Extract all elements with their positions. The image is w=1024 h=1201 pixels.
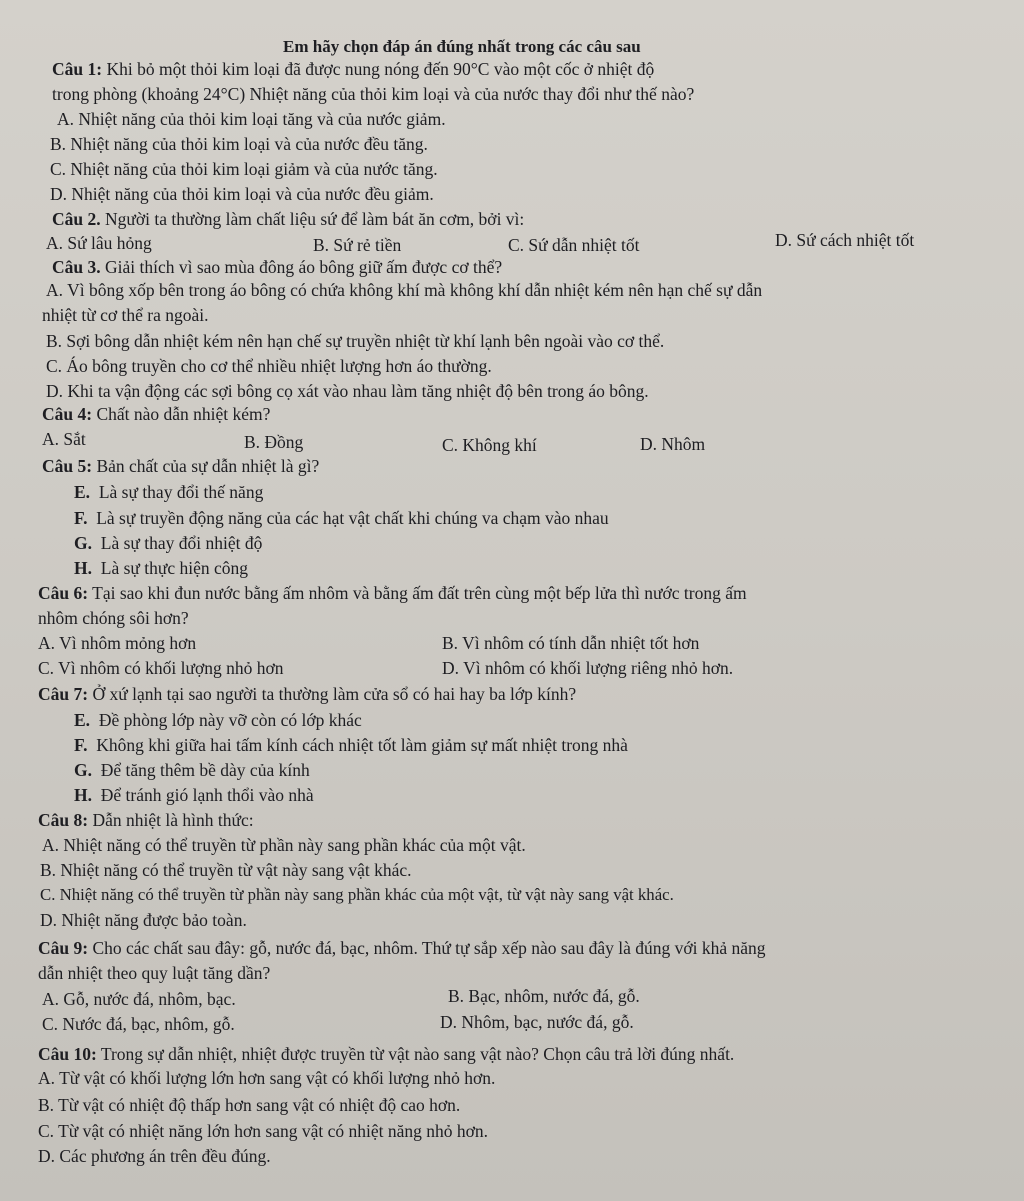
question-text: Người ta thường làm chất liệu sứ để làm bát ăn cơm, bởi vì: (105, 209, 525, 229)
option-b: B. Nhiệt năng của thỏi kim loại và của nước đều tăng. (50, 134, 428, 154)
option-c: C. Sứ dẫn nhiệt tốt (508, 235, 640, 255)
option-letter: H. (74, 785, 92, 805)
question-9 (38, 940, 766, 958)
option-a: A. Gỗ, nước đá, nhôm, bạc. (42, 989, 236, 1009)
option-a: A. Sứ lâu hỏng (46, 233, 152, 253)
option-f (74, 510, 609, 528)
question-9-text-line-2: dẫn nhiệt theo quy luật tăng dần? (38, 963, 271, 983)
question-label: Câu 2. (52, 209, 101, 229)
option-b: B. Từ vật có nhiệt độ thấp hơn sang vật có nhiệt độ cao hơn. (38, 1095, 461, 1115)
question-label: Câu 9: (38, 938, 89, 958)
question-label: Câu 8: (38, 810, 89, 830)
option-text: Là sự thay đổi nhiệt độ (100, 533, 263, 553)
question-text: Ở xứ lạnh tại sao người ta thường làm cửa sổ có hai hay ba lớp kính? (92, 684, 577, 704)
option-a: A. Vì nhôm mỏng hơn (38, 633, 197, 653)
option-c: C. Áo bông truyền cho cơ thể nhiều nhiệt lượng hơn áo thường. (46, 356, 492, 376)
question-label: Câu 3. (52, 257, 101, 277)
question-label: Câu 7: (38, 684, 89, 704)
question-1-text-line-2: trong phòng (khoảng 24°C) Nhiệt năng của thỏi kim loại và của nước thay đổi như thế nào? (52, 84, 695, 104)
option-b: B. Đồng (244, 432, 304, 452)
option-letter: G. (74, 533, 92, 553)
option-e (74, 712, 362, 730)
question-2 (52, 211, 524, 229)
option-a: A. Vì bông xốp bên trong áo bông có chứa không khí mà không khí dẫn nhiệt kém nên hạn chế sự dẫn (46, 280, 763, 300)
option-d: D. Nhôm, bạc, nước đá, gỗ. (440, 1012, 634, 1032)
option-a: A. Nhiệt năng của thỏi kim loại tăng và của nước giảm. (57, 109, 446, 129)
question-text: Tại sao khi đun nước bằng ấm nhôm và bằng ấm đất trên cùng một bếp lửa thì nước trong ấm (92, 583, 747, 603)
question-text: Trong sự dẫn nhiệt, nhiệt được truyền từ vật nào sang vật nào? Chọn câu trả lời đúng nhất. (100, 1044, 735, 1064)
option-letter: E. (74, 710, 91, 730)
option-c: C. Từ vật có nhiệt năng lớn hơn sang vật có nhiệt năng nhỏ hơn. (38, 1121, 489, 1141)
option-b: B. Sợi bông dẫn nhiệt kém nên hạn chế sự truyền nhiệt từ khí lạnh bên ngoài vào cơ thể. (46, 331, 665, 351)
option-g (74, 762, 310, 780)
option-c: C. Vì nhôm có khối lượng nhỏ hơn (38, 658, 284, 678)
question-label: Câu 4: (42, 404, 93, 424)
option-a-line-2: nhiệt từ cơ thể ra ngoài. (42, 305, 209, 325)
option-d: D. Nhôm (640, 434, 706, 454)
option-c: C. Nhiệt năng của thỏi kim loại giảm và của nước tăng. (50, 159, 438, 179)
option-letter: F. (74, 508, 88, 528)
option-b: B. Vì nhôm có tính dẫn nhiệt tốt hơn (442, 633, 700, 653)
option-h (74, 787, 314, 805)
question-text: Dẫn nhiệt là hình thức: (92, 810, 254, 830)
option-text: Là sự thực hiện công (100, 558, 249, 578)
worksheet-title: Em hãy chọn đáp án đúng nhất trong các câu sau (283, 37, 641, 56)
option-text: Để tránh gió lạnh thổi vào nhà (100, 785, 314, 805)
option-b: B. Sứ rẻ tiền (313, 235, 402, 255)
option-d: D. Vì nhôm có khối lượng riêng nhỏ hơn. (442, 658, 734, 678)
question-7 (38, 686, 576, 704)
option-a: A. Nhiệt năng có thể truyền từ phần này sang phần khác của một vật. (42, 835, 526, 855)
option-f (74, 737, 628, 755)
question-label: Câu 1: (52, 59, 103, 79)
option-d: D. Khi ta vận động các sợi bông cọ xát vào nhau làm tăng nhiệt độ bên trong áo bông. (46, 381, 649, 401)
option-text: Để tăng thêm bề dày của kính (100, 760, 310, 780)
question-text: Cho các chất sau đây: gỗ, nước đá, bạc, nhôm. Thứ tự sắp xếp nào sau đây là đúng với khả năng (92, 938, 766, 958)
question-text: Khi bỏ một thỏi kim loại đã được nung nóng đến 90°C vào một cốc ở nhiệt độ (106, 59, 655, 79)
question-10 (38, 1046, 734, 1064)
question-text: Bản chất của sự dẫn nhiệt là gì? (96, 456, 320, 476)
option-h (74, 560, 248, 578)
option-b: B. Nhiệt năng có thể truyền từ vật này sang vật khác. (40, 860, 412, 880)
option-letter: F. (74, 735, 88, 755)
option-a: A. Từ vật có khối lượng lớn hơn sang vật có khối lượng nhỏ hơn. (38, 1068, 496, 1088)
option-text: Là sự truyền động năng của các hạt vật chất khi chúng va chạm vào nhau (96, 508, 609, 528)
option-c: C. Không khí (442, 435, 537, 455)
question-6-text-line-2: nhôm chóng sôi hơn? (38, 608, 189, 628)
option-a: A. Sắt (42, 429, 86, 449)
question-label: Câu 10: (38, 1044, 97, 1064)
option-letter: G. (74, 760, 92, 780)
question-8 (38, 812, 254, 830)
question-5 (42, 458, 319, 476)
question-1 (52, 61, 654, 79)
option-d: D. Sứ cách nhiệt tốt (775, 230, 915, 250)
option-e (74, 484, 263, 502)
option-d: D. Nhiệt năng của thỏi kim loại và của nước đều giảm. (50, 184, 434, 204)
option-letter: H. (74, 558, 92, 578)
option-letter: E. (74, 482, 91, 502)
question-3 (52, 259, 502, 277)
option-b: B. Bạc, nhôm, nước đá, gỗ. (448, 986, 640, 1006)
option-d: D. Nhiệt năng được bảo toàn. (40, 910, 247, 930)
option-text: Là sự thay đổi thế năng (98, 482, 264, 502)
option-text: Đề phòng lớp này vỡ còn có lớp khác (98, 710, 362, 730)
question-text: Giải thích vì sao mùa đông áo bông giữ ấm được cơ thể? (105, 257, 503, 277)
question-4 (42, 406, 270, 424)
question-6 (38, 585, 747, 603)
option-d: D. Các phương án trên đều đúng. (38, 1146, 271, 1166)
question-label: Câu 5: (42, 456, 93, 476)
question-text: Chất nào dẫn nhiệt kém? (96, 404, 271, 424)
question-label: Câu 6: (38, 583, 89, 603)
option-c: C. Nhiệt năng có thể truyền từ phần này sang phần khác của một vật, từ vật này sang vật khác. (40, 885, 674, 904)
option-g (74, 535, 262, 553)
option-text: Không khi giữa hai tấm kính cách nhiệt tốt làm giảm sự mất nhiệt trong nhà (96, 735, 628, 755)
option-c: C. Nước đá, bạc, nhôm, gỗ. (42, 1014, 235, 1034)
